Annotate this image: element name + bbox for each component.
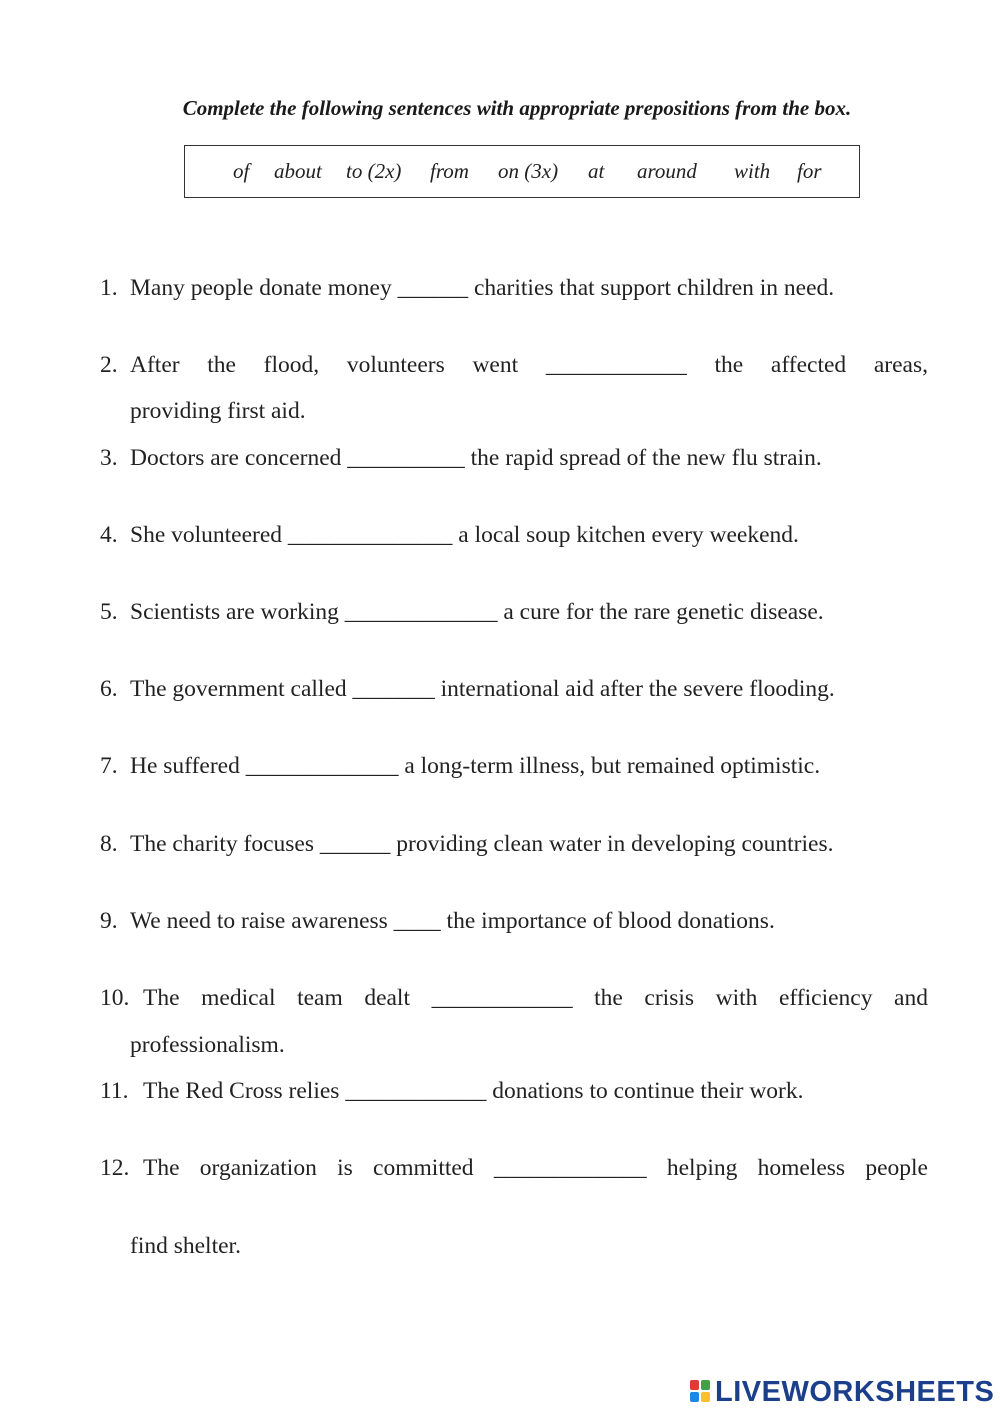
sentence-text: She volunteered ______________ a local soup kitchen every weekend. bbox=[130, 522, 799, 548]
sentence-text: The government called _______ international aid after the severe flooding. bbox=[130, 676, 835, 702]
sentence-continuation-text: professionalism. bbox=[130, 1032, 285, 1058]
word-box-item: at bbox=[588, 159, 605, 183]
sentence-number: 12. bbox=[100, 1155, 130, 1181]
sentence-text: The Red Cross relies ____________ donations to continue their work. bbox=[143, 1078, 804, 1104]
sentence-number: 5. bbox=[100, 599, 118, 625]
sentence-text: The charity focuses ______ providing clean water in developing countries. bbox=[130, 831, 834, 857]
sentence-number: 6. bbox=[100, 676, 118, 702]
word-box-item: from bbox=[430, 159, 469, 183]
sentence-text: Many people donate money ______ charities that support children in need. bbox=[130, 275, 835, 301]
word-box-item: around bbox=[637, 159, 697, 183]
liveworksheets-logo bbox=[690, 1376, 994, 1408]
word-box bbox=[184, 145, 860, 198]
sentence-text: The organization is committed _____________ helping homeless people bbox=[143, 1155, 928, 1181]
sentence-text: He suffered _____________ a long-term illness, but remained optimistic. bbox=[130, 753, 821, 779]
word-box-item: for bbox=[797, 159, 822, 183]
word-box-item: to (2x) bbox=[346, 159, 402, 183]
sentence-continuation-text: find shelter. bbox=[130, 1233, 241, 1259]
sentence-number: 4. bbox=[100, 522, 118, 548]
logo-text: LIVEWORKSHEETS bbox=[715, 1375, 995, 1408]
sentence-number: 9. bbox=[100, 908, 118, 934]
sentence-text: Scientists are working _____________ a cure for the rare genetic disease. bbox=[130, 599, 824, 625]
word-box-item: of bbox=[233, 159, 250, 183]
sentence-number: 1. bbox=[100, 275, 118, 301]
sentence-number: 11. bbox=[100, 1078, 129, 1104]
word-box-item: about bbox=[274, 159, 322, 183]
sentence-number: 8. bbox=[100, 831, 118, 857]
sentence-text: The medical team dealt ____________ the crisis with efficiency and bbox=[143, 985, 928, 1011]
liveworksheets-logo-icon bbox=[690, 1380, 712, 1404]
sentence-continuation-text: providing first aid. bbox=[130, 398, 306, 424]
instruction-heading: Complete the following sentences with appropriate prepositions from the box. bbox=[182, 96, 852, 120]
sentence-number: 2. bbox=[100, 352, 118, 378]
word-box-item: with bbox=[734, 159, 771, 183]
sentence-text: We need to raise awareness ____ the importance of blood donations. bbox=[130, 908, 775, 934]
sentence-number: 10. bbox=[100, 985, 130, 1011]
sentence-text: After the flood, volunteers went ____________ the affected areas, bbox=[130, 352, 928, 378]
word-box-item: on (3x) bbox=[498, 159, 559, 183]
sentence-number: 7. bbox=[100, 753, 118, 779]
sentence-number: 3. bbox=[100, 445, 118, 471]
sentence-text: Doctors are concerned __________ the rapid spread of the new flu strain. bbox=[130, 445, 822, 471]
